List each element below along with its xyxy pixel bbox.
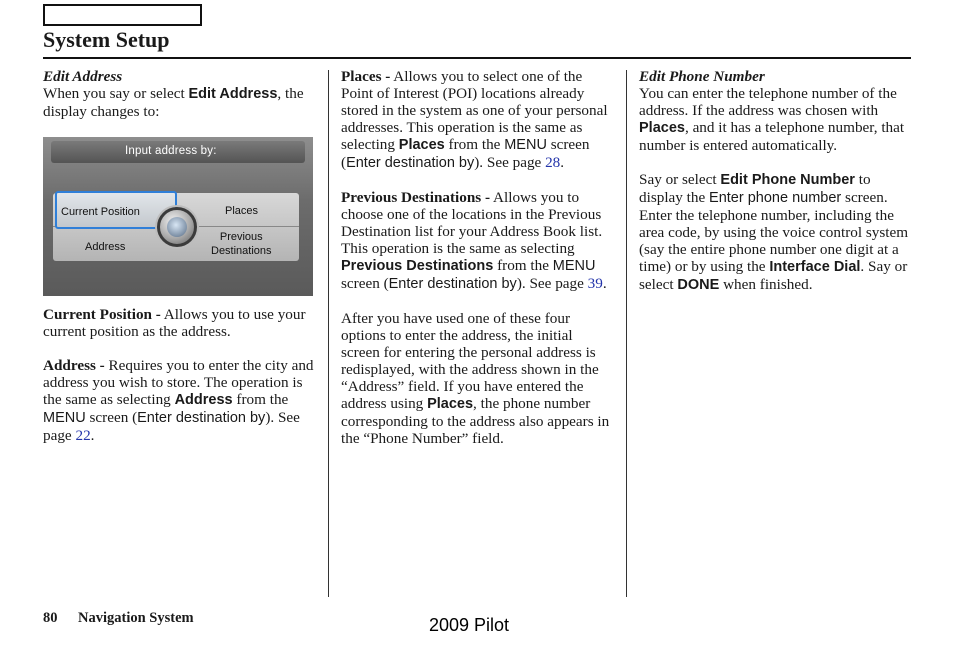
text: screen. Enter the telephone number, including the area code, by using the voice control system (say the entire phone number one digit at a time) or by using the — [639, 189, 909, 275]
footer-section-name: Navigation System — [78, 610, 194, 626]
text: ). See page — [474, 154, 546, 171]
text: from the — [493, 257, 553, 274]
command-places: Places — [639, 120, 685, 136]
nav-option-previous-line-2: Destinations — [211, 245, 272, 257]
text: screen ( — [341, 136, 590, 171]
nav-screen-header-label: Input address by: — [125, 145, 217, 157]
screen-name: Enter destination by — [388, 276, 517, 292]
command-address: Address — [174, 392, 233, 408]
page-link-22[interactable]: 22 — [75, 427, 91, 444]
text: from the — [232, 391, 289, 408]
menu-label: MENU — [552, 258, 596, 274]
nav-screen-input-address — [43, 137, 313, 296]
footer-model-name: 2009 Pilot — [429, 615, 510, 635]
screen-name: Enter phone number — [709, 190, 842, 206]
text: screen ( — [341, 275, 389, 292]
term-places: Places - — [341, 68, 391, 85]
nav-option-current-position: Current Position — [55, 191, 177, 229]
command-previous-destinations: Previous Destinations — [341, 258, 494, 274]
column-right — [639, 68, 911, 294]
text: . — [90, 427, 95, 444]
column-divider-right — [626, 70, 627, 597]
text: Allows you to choose one of the locations in the Previous Destination list for your Address Book list. This operation is the same as selecting — [341, 189, 603, 257]
command-done: DONE — [677, 277, 720, 293]
text: Requires you to enter the city and address you wish to store. The operation is the same as selecting — [43, 357, 314, 408]
command-edit-phone-number: Edit Phone Number — [720, 172, 855, 188]
text: screen ( — [85, 409, 138, 426]
text: When you say or select — [43, 85, 189, 102]
command-edit-address: Edit Address — [188, 86, 278, 102]
term-address: Address - — [43, 357, 105, 374]
text: . — [602, 275, 607, 292]
text: to display the — [639, 171, 871, 206]
nav-option-previous-line-1: Previous — [219, 231, 263, 243]
text: Allows you to use your current position as the address. — [43, 306, 306, 340]
text: Allows you to select one of the Point of Interest (POI) locations already stored in the system as one of your personal addresses. This operation is the same as selecting — [341, 68, 608, 153]
text: ). See page — [516, 275, 588, 292]
term-previous-destinations: Previous Destinations - — [341, 189, 491, 206]
text: , and it has a telephone number, that number is entered automatically. — [639, 119, 905, 154]
text: After you have used one of these four options to enter the address, the initial screen for entering the personal address is redisplayed, with the address shown in the “Address” field. If you have entered the address using — [341, 310, 599, 412]
page-title: System Setup — [43, 27, 170, 52]
edit-address-intro — [43, 85, 318, 120]
text: from the — [444, 136, 505, 153]
text: Say or select — [639, 171, 721, 188]
section-title-edit-phone-number: Edit Phone Number — [639, 68, 765, 85]
screen-name: Enter destination by — [346, 155, 475, 171]
header-tab-box — [43, 4, 202, 26]
text: , the display changes to: — [43, 85, 304, 120]
text: . Say or select — [639, 258, 908, 293]
command-places: Places — [398, 137, 445, 153]
term-current-position: Current Position - — [43, 306, 161, 323]
section-title-edit-address: Edit Address — [43, 68, 123, 85]
title-rule — [43, 57, 911, 59]
text: when finished. — [719, 276, 813, 293]
page-link-28[interactable]: 28 — [545, 154, 561, 171]
command-interface-dial: Interface Dial — [769, 259, 861, 275]
interface-dial-center — [167, 217, 187, 237]
column-divider-left — [328, 70, 329, 597]
current-position-description — [43, 306, 318, 340]
text: ). See page — [43, 409, 300, 444]
footer-page-number: 80 — [43, 610, 58, 626]
menu-label: MENU — [504, 137, 547, 153]
command-places: Places — [427, 396, 474, 412]
text: You can enter the telephone number of the address. If the address was chosen with — [639, 85, 897, 119]
previous-destinations-description — [341, 189, 613, 293]
menu-label: MENU — [43, 410, 86, 426]
after-options-description — [341, 310, 613, 447]
nav-option-previous-destinations — [211, 230, 272, 258]
edit-phone-instructions — [639, 171, 911, 294]
column-middle — [341, 68, 613, 447]
interface-dial-icon — [157, 207, 197, 247]
text: , the phone number corresponding to the address also appears in the “Phone Number” field. — [341, 395, 610, 447]
screen-name: Enter destination by — [137, 410, 266, 426]
column-left — [43, 68, 318, 444]
nav-option-address: Address — [85, 241, 126, 253]
address-description — [43, 357, 318, 444]
page-link-39[interactable]: 39 — [587, 275, 603, 292]
edit-phone-description — [639, 85, 911, 154]
text: . — [560, 154, 565, 171]
nav-option-places: Places — [225, 205, 259, 217]
places-description — [341, 68, 613, 172]
